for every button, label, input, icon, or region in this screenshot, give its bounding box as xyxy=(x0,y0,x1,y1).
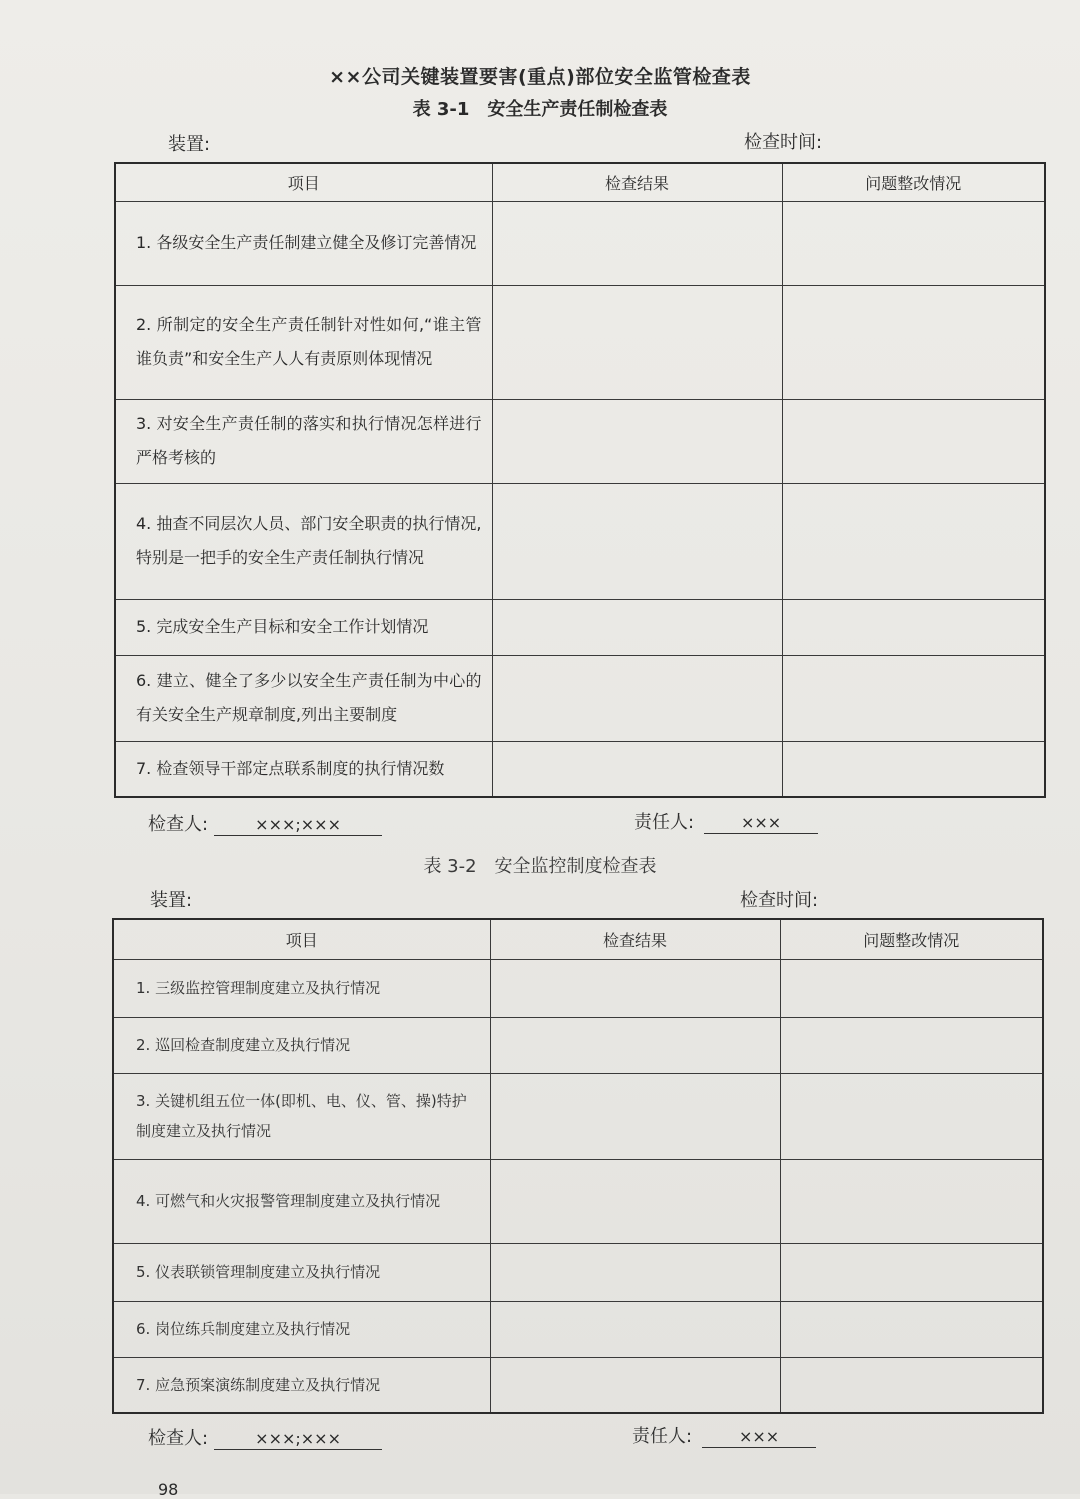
table2-responsible-value: ××× xyxy=(702,1427,816,1448)
table1-header-rectify: 问题整改情况 xyxy=(782,163,1045,201)
table-row xyxy=(113,1159,1043,1243)
table-row xyxy=(113,1073,1043,1159)
table1-row-3-result[interactable] xyxy=(492,399,782,483)
table1-row-7-rectify[interactable] xyxy=(782,741,1045,797)
table-row xyxy=(113,1243,1043,1301)
table2 xyxy=(112,918,1044,1414)
table2-device-label: 装置: xyxy=(150,890,193,911)
main-title: ××公司关键装置要害(重点)部位安全监管检查表 xyxy=(329,66,751,88)
table1-row-6-item: 6. 建立、健全了多少以安全生产责任制为中心的有关安全生产规章制度,列出主要制度 xyxy=(115,655,492,741)
table2-inspector xyxy=(148,1424,382,1450)
table2-row-6-rectify[interactable] xyxy=(780,1301,1043,1357)
table1-row-2-result[interactable] xyxy=(492,285,782,399)
table1-inspector-value: ×××;××× xyxy=(214,815,382,836)
table2-header-result: 检查结果 xyxy=(490,919,780,959)
table1-header-result: 检查结果 xyxy=(492,163,782,201)
table1-title: 表 3-1 安全生产责任制检查表 xyxy=(412,99,668,120)
table2-row-5-rectify[interactable] xyxy=(780,1243,1043,1301)
table2-row-7-rectify[interactable] xyxy=(780,1357,1043,1413)
table2-row-6-item: 6. 岗位练兵制度建立及执行情况 xyxy=(113,1301,490,1357)
table1-row-1-item: 1. 各级安全生产责任制建立健全及修订完善情况 xyxy=(115,201,492,285)
page-number: 98 xyxy=(158,1480,179,1499)
table1-row-1-rectify[interactable] xyxy=(782,201,1045,285)
table2-row-5-item: 5. 仪表联锁管理制度建立及执行情况 xyxy=(113,1243,490,1301)
table-row xyxy=(113,1017,1043,1073)
table2-row-5-result[interactable] xyxy=(490,1243,780,1301)
table2-responsible xyxy=(632,1422,816,1448)
table2-row-4-rectify[interactable] xyxy=(780,1159,1043,1243)
table1-header-row xyxy=(115,163,1045,201)
table1-row-5-item: 5. 完成安全生产目标和安全工作计划情况 xyxy=(115,599,492,655)
table2-row-2-rectify[interactable] xyxy=(780,1017,1043,1073)
table-row xyxy=(115,399,1045,483)
table2-time-label: 检查时间: xyxy=(740,890,819,911)
table2-responsible-label: 责任人: xyxy=(632,1426,693,1447)
table1-row-7-result[interactable] xyxy=(492,741,782,797)
table2-row-2-result[interactable] xyxy=(490,1017,780,1073)
table-row xyxy=(115,483,1045,599)
table1-row-6-rectify[interactable] xyxy=(782,655,1045,741)
table2-row-4-result[interactable] xyxy=(490,1159,780,1243)
table2-row-3-item: 3. 关键机组五位一体(即机、电、仪、管、操)特护制度建立及执行情况 xyxy=(113,1073,490,1159)
table2-row-1-result[interactable] xyxy=(490,959,780,1017)
table1-row-2-item: 2. 所制定的安全生产责任制针对性如何,“谁主管谁负责”和安全生产人人有责原则体现情况 xyxy=(115,285,492,399)
table1-inspector-label: 检查人: xyxy=(148,814,209,835)
table2-row-7-item: 7. 应急预案演练制度建立及执行情况 xyxy=(113,1357,490,1413)
table1-responsible xyxy=(634,808,818,834)
table2-row-2-item: 2. 巡回检查制度建立及执行情况 xyxy=(113,1017,490,1073)
table2-row-1-item: 1. 三级监控管理制度建立及执行情况 xyxy=(113,959,490,1017)
table1-responsible-label: 责任人: xyxy=(634,812,695,833)
table2-inspector-label: 检查人: xyxy=(148,1428,209,1449)
table1-inspector xyxy=(148,810,382,836)
table2-header-row xyxy=(113,919,1043,959)
table1-row-2-rectify[interactable] xyxy=(782,285,1045,399)
table1-row-5-rectify[interactable] xyxy=(782,599,1045,655)
table-row xyxy=(115,201,1045,285)
table-row xyxy=(115,599,1045,655)
table2-row-7-result[interactable] xyxy=(490,1357,780,1413)
table-row xyxy=(113,959,1043,1017)
table1-row-3-rectify[interactable] xyxy=(782,399,1045,483)
table2-row-3-result[interactable] xyxy=(490,1073,780,1159)
table2-row-3-rectify[interactable] xyxy=(780,1073,1043,1159)
table2-inspector-value: ×××;××× xyxy=(214,1429,382,1450)
table-row xyxy=(113,1357,1043,1413)
table1-row-7-item: 7. 检查领导干部定点联系制度的执行情况数 xyxy=(115,741,492,797)
table-row xyxy=(115,741,1045,797)
table2-row-1-rectify[interactable] xyxy=(780,959,1043,1017)
table1-row-6-result[interactable] xyxy=(492,655,782,741)
table1-time-label: 检查时间: xyxy=(744,132,823,153)
table-row xyxy=(115,655,1045,741)
table1-row-1-result[interactable] xyxy=(492,201,782,285)
table1-row-5-result[interactable] xyxy=(492,599,782,655)
table2-row-6-result[interactable] xyxy=(490,1301,780,1357)
table1-row-4-result[interactable] xyxy=(492,483,782,599)
table1-responsible-value: ××× xyxy=(704,813,818,834)
table1 xyxy=(114,162,1046,798)
table1-row-3-item: 3. 对安全生产责任制的落实和执行情况怎样进行严格考核的 xyxy=(115,399,492,483)
table2-title: 表 3-2 安全监控制度检查表 xyxy=(423,856,657,877)
table2-header-item: 项目 xyxy=(113,919,490,959)
table1-row-4-rectify[interactable] xyxy=(782,483,1045,599)
table1-row-4-item: 4. 抽查不同层次人员、部门安全职责的执行情况,特别是一把手的安全生产责任制执行情况 xyxy=(115,483,492,599)
table2-header-rectify: 问题整改情况 xyxy=(780,919,1043,959)
table-row xyxy=(113,1301,1043,1357)
table-row xyxy=(115,285,1045,399)
table1-device-label: 装置: xyxy=(168,134,211,155)
table1-header-item: 项目 xyxy=(115,163,492,201)
table2-row-4-item: 4. 可燃气和火灾报警管理制度建立及执行情况 xyxy=(113,1159,490,1243)
